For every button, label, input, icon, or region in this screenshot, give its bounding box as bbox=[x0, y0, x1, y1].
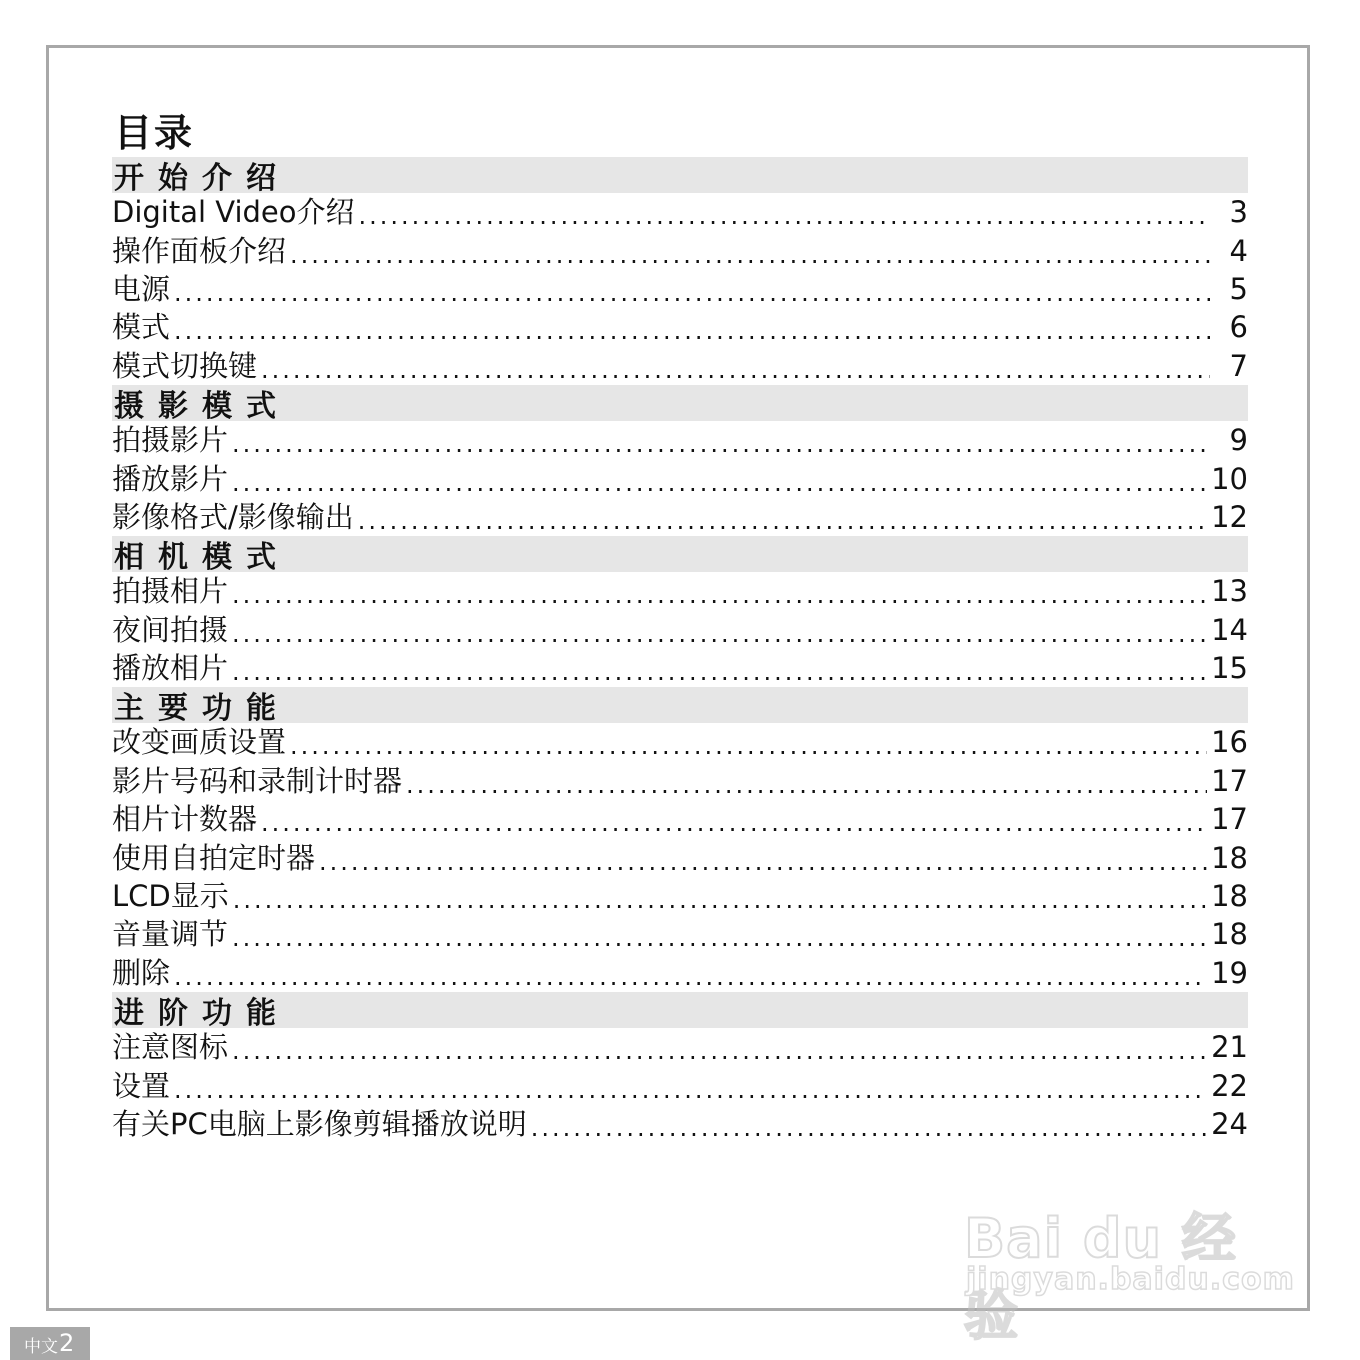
toc-entry-label: 拍摄相片 bbox=[112, 574, 229, 609]
toc-entry-page-number: 6 bbox=[1229, 310, 1248, 345]
toc-entry[interactable] bbox=[112, 1028, 1248, 1066]
dot-leader bbox=[232, 425, 1210, 463]
toc-entry-page-number: 19 bbox=[1211, 955, 1248, 990]
toc-entry[interactable] bbox=[112, 954, 1248, 992]
toc-entry[interactable] bbox=[112, 838, 1248, 876]
footer-page-tab bbox=[10, 1327, 90, 1360]
dot-leader bbox=[232, 919, 1207, 957]
dot-leader bbox=[319, 843, 1207, 881]
toc-entry-label: 删除 bbox=[112, 955, 171, 990]
toc-entry-label: 电源 bbox=[112, 271, 171, 306]
toc-entry-page-number: 7 bbox=[1229, 348, 1248, 383]
dot-leader bbox=[232, 1032, 1207, 1070]
toc-entry-label: 注意图标 bbox=[112, 1030, 229, 1065]
dot-leader bbox=[406, 766, 1207, 804]
dot-leader bbox=[359, 197, 1210, 235]
toc-entry-page-number: 5 bbox=[1229, 271, 1248, 306]
footer-page-number: 2 bbox=[59, 1329, 75, 1357]
toc-section-heading: 进阶功能 bbox=[112, 992, 1248, 1028]
toc-entry-label: 有关PC电脑上影像剪辑播放说明 bbox=[112, 1107, 527, 1141]
toc-entry[interactable] bbox=[112, 611, 1248, 649]
toc-entry-label: 操作面板介绍 bbox=[112, 233, 287, 268]
dot-leader bbox=[232, 653, 1207, 691]
page-title: 目录 bbox=[114, 111, 195, 155]
dot-leader bbox=[261, 351, 1210, 389]
toc-entry-page-number: 16 bbox=[1211, 725, 1248, 760]
dot-leader bbox=[531, 1109, 1207, 1147]
toc-entry-label: 相片计数器 bbox=[112, 802, 258, 837]
toc-section-heading: 摄影模式 bbox=[112, 385, 1248, 421]
toc-entry-page-number: 14 bbox=[1211, 612, 1248, 647]
toc-entry[interactable] bbox=[112, 193, 1248, 231]
toc-section-heading: 主要功能 bbox=[112, 687, 1248, 723]
toc-entry-label: 播放影片 bbox=[112, 461, 229, 496]
toc-entry[interactable] bbox=[112, 459, 1248, 497]
toc-entry-label: 模式 bbox=[112, 310, 171, 345]
toc-entry[interactable] bbox=[112, 762, 1248, 800]
dot-leader bbox=[233, 881, 1207, 919]
toc-entry[interactable] bbox=[112, 877, 1248, 915]
toc-entry[interactable] bbox=[112, 308, 1248, 346]
toc-entry-label: 使用自拍定时器 bbox=[112, 840, 316, 875]
toc-entry-page-number: 13 bbox=[1211, 574, 1248, 609]
toc-entry[interactable] bbox=[112, 270, 1248, 308]
toc-entry[interactable] bbox=[112, 649, 1248, 687]
toc-entry-page-number: 3 bbox=[1229, 195, 1248, 230]
toc-entry-page-number: 17 bbox=[1211, 802, 1248, 837]
dot-leader bbox=[290, 236, 1210, 274]
toc-entry-page-number: 18 bbox=[1211, 879, 1248, 914]
dot-leader bbox=[290, 727, 1207, 765]
toc-entry-page-number: 9 bbox=[1229, 423, 1248, 458]
toc-entry-page-number: 15 bbox=[1211, 651, 1248, 686]
toc-entry-page-number: 18 bbox=[1211, 917, 1248, 952]
toc-section-heading: 开始介绍 bbox=[112, 157, 1248, 193]
dot-leader bbox=[261, 804, 1207, 842]
toc-entry-label: 夜间拍摄 bbox=[112, 612, 229, 647]
toc-entry[interactable] bbox=[112, 231, 1248, 269]
watermark-url: jingyan.baidu.com bbox=[966, 1262, 1295, 1297]
toc-entry-label: 影像格式/影像输出 bbox=[112, 499, 354, 534]
toc-entry-page-number: 17 bbox=[1211, 763, 1248, 798]
toc-entry-page-number: 10 bbox=[1211, 461, 1248, 496]
toc-entry-label: 音量调节 bbox=[112, 917, 229, 952]
toc-entry[interactable] bbox=[112, 800, 1248, 838]
toc-entry-page-number: 18 bbox=[1211, 840, 1248, 875]
watermark-brand: Bai du 经验 bbox=[964, 1207, 1237, 1347]
toc-entry[interactable] bbox=[112, 572, 1248, 610]
dot-leader bbox=[232, 464, 1207, 502]
toc-entry[interactable] bbox=[112, 421, 1248, 459]
toc-entry-page-number: 12 bbox=[1211, 499, 1248, 534]
toc-section-heading: 相机模式 bbox=[112, 536, 1248, 572]
toc-entry[interactable] bbox=[112, 1105, 1248, 1143]
dot-leader bbox=[174, 958, 1207, 996]
dot-leader bbox=[174, 1071, 1207, 1109]
toc-entry-label: 设置 bbox=[112, 1068, 171, 1103]
toc-entry-label: 拍摄影片 bbox=[112, 423, 229, 458]
toc-entry-page-number: 24 bbox=[1211, 1107, 1248, 1141]
toc-entry-label: LCD显示 bbox=[112, 879, 229, 914]
toc-entry-label: 影片号码和录制计时器 bbox=[112, 763, 403, 798]
baidu-jingyan-watermark bbox=[964, 1160, 1295, 1347]
toc-entry-label: Digital Video介绍 bbox=[112, 195, 355, 230]
toc-entry-label: 播放相片 bbox=[112, 651, 229, 686]
toc-entry-page-number: 22 bbox=[1211, 1068, 1248, 1103]
toc-entry[interactable] bbox=[112, 723, 1248, 761]
table-of-contents bbox=[112, 157, 1248, 1143]
toc-entry[interactable] bbox=[112, 915, 1248, 953]
toc-entry[interactable] bbox=[112, 347, 1248, 385]
toc-entry-label: 模式切换键 bbox=[112, 348, 258, 383]
footer-language: 中文 bbox=[24, 1337, 58, 1357]
dot-leader bbox=[174, 274, 1210, 312]
dot-leader bbox=[358, 502, 1207, 540]
toc-entry-page-number: 4 bbox=[1229, 233, 1248, 268]
dot-leader bbox=[232, 615, 1207, 653]
toc-entry-label: 改变画质设置 bbox=[112, 725, 287, 760]
dot-leader bbox=[232, 576, 1207, 614]
toc-entry-page-number: 21 bbox=[1211, 1030, 1248, 1065]
dot-leader bbox=[174, 312, 1210, 350]
toc-entry[interactable] bbox=[112, 1066, 1248, 1104]
toc-entry[interactable] bbox=[112, 498, 1248, 536]
